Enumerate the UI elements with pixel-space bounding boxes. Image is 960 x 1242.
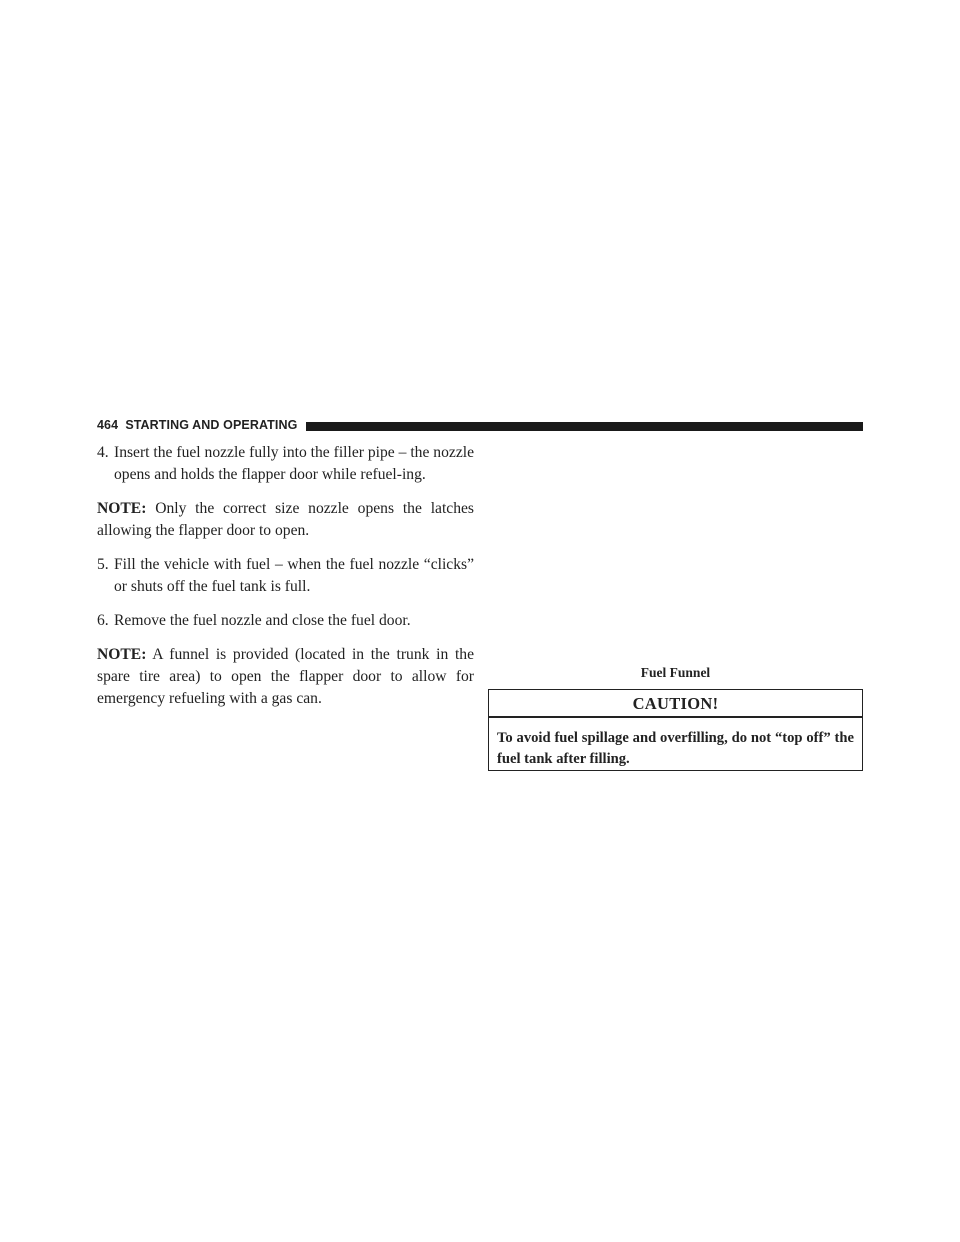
note-label: NOTE: <box>97 500 147 517</box>
figure-caption: Fuel Funnel <box>640 665 711 680</box>
list-item-step-5 <box>97 554 474 598</box>
step-text: Remove the fuel nozzle and close the fuel door. <box>114 612 411 629</box>
note-paragraph <box>97 498 474 542</box>
caution-title: CAUTION! <box>489 690 862 718</box>
step-text: Insert the fuel nozzle fully into the filler pipe – the nozzle opens and holds the flapper door while refuel-ing. <box>114 444 474 483</box>
step-number: 4. <box>97 444 109 461</box>
step-number: 5. <box>97 556 109 573</box>
note-text: A funnel is provided (located in the trunk in the spare tire area) to open the flapper door to allow for emergency refueling with a gas can. <box>97 646 474 707</box>
step-number: 6. <box>97 612 109 629</box>
page-header <box>97 417 863 437</box>
note-paragraph <box>97 644 474 710</box>
list-item-step-4 <box>97 442 474 486</box>
section-title: STARTING AND OPERATING <box>125 418 298 432</box>
caution-box <box>488 689 863 771</box>
note-label: NOTE: <box>97 646 147 663</box>
caution-text: To avoid fuel spillage and overfilling, do not “top off” the fuel tank after filling. <box>497 730 854 767</box>
left-column <box>97 442 474 722</box>
header-rule-bar <box>306 422 863 431</box>
note-text: Only the correct size nozzle opens the latches allowing the flapper door to open. <box>97 500 474 539</box>
page-number: 464 <box>97 418 119 432</box>
step-text: Fill the vehicle with fuel – when the fuel nozzle “clicks” or shuts off the fuel tank is full. <box>114 556 474 595</box>
list-item-step-6 <box>97 610 474 632</box>
page-header-text <box>97 418 297 432</box>
